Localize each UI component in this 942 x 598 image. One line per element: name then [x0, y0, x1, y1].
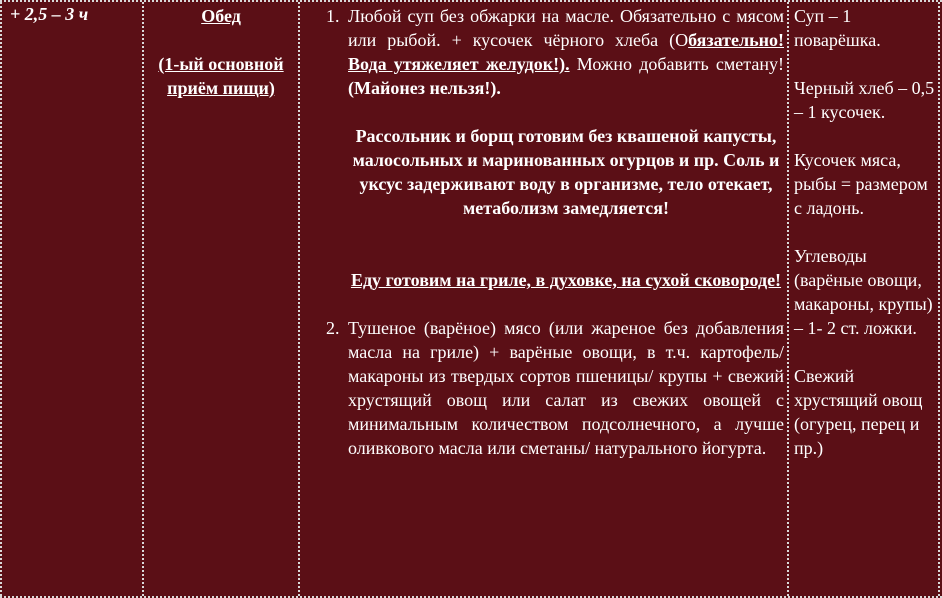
portion-carbs: Углеводы (варёные овощи, макароны, крупы) – 1- 2 ст. ложки.	[794, 246, 933, 338]
menu-item-2	[318, 316, 784, 460]
item2-text: Тушеное (варёное) мясо (или жареное без добавления масла на гриле) + варёные овощи, в т.ч. картофель/ макароны из твердых сортов пшеницы/ крупы + свежий хрустящий овощ или салат из свежих овощей с минимальным количеством подсолнечного, а лучше оливкового масла или сметаны/ натурального йогурта.	[348, 318, 784, 458]
item1-note: (Майонез нельзя!).	[348, 78, 501, 98]
cell-border	[142, 2, 144, 596]
time-cell: + 2,5 – 3 ч	[10, 4, 89, 24]
portion-veg: Свежий хрустящий овощ (огурец, перец и пр.)	[794, 366, 923, 458]
cell-border	[787, 2, 789, 596]
meal-title: Обед	[201, 6, 241, 26]
meal-subtitle: (1-ый основной приём пищи)	[158, 54, 284, 98]
portions-cell	[794, 4, 938, 460]
item1-warning: бязательно! Вода утяжеляет желудок!).	[348, 30, 784, 74]
cell-border	[938, 2, 940, 596]
portion-bread: Черный хлеб – 0,5 – 1 кусочек.	[794, 78, 935, 122]
item1-text: Любой суп без обжарки на масле. Обязательно с мясом или рыбой. + кусочек чёрного хлеба (О	[348, 6, 784, 50]
list-number: 2.	[326, 318, 340, 338]
cell-border	[298, 2, 300, 596]
pickle-warning: Рассольник и борщ готовим без квашеной капусты, малосольных и маринованных огурцов и пр. Соль и уксус задерживают воду в организме, тело отекает, метаболизм замедляется!	[352, 126, 780, 218]
cooking-note: Еду готовим на гриле, в духовке, на сухой сковороде!	[350, 270, 782, 290]
menu-item-1	[318, 4, 784, 100]
item1-text-cont: Можно добавить сметану!	[569, 54, 784, 74]
portion-meat: Кусочек мяса, рыбы = размером с ладонь.	[794, 150, 928, 218]
cell-border	[0, 2, 2, 596]
list-number: 1.	[326, 6, 340, 26]
portion-soup: Суп – 1 поварёшка.	[794, 6, 881, 50]
meal-cell	[147, 4, 295, 100]
menu-cell	[318, 4, 784, 460]
